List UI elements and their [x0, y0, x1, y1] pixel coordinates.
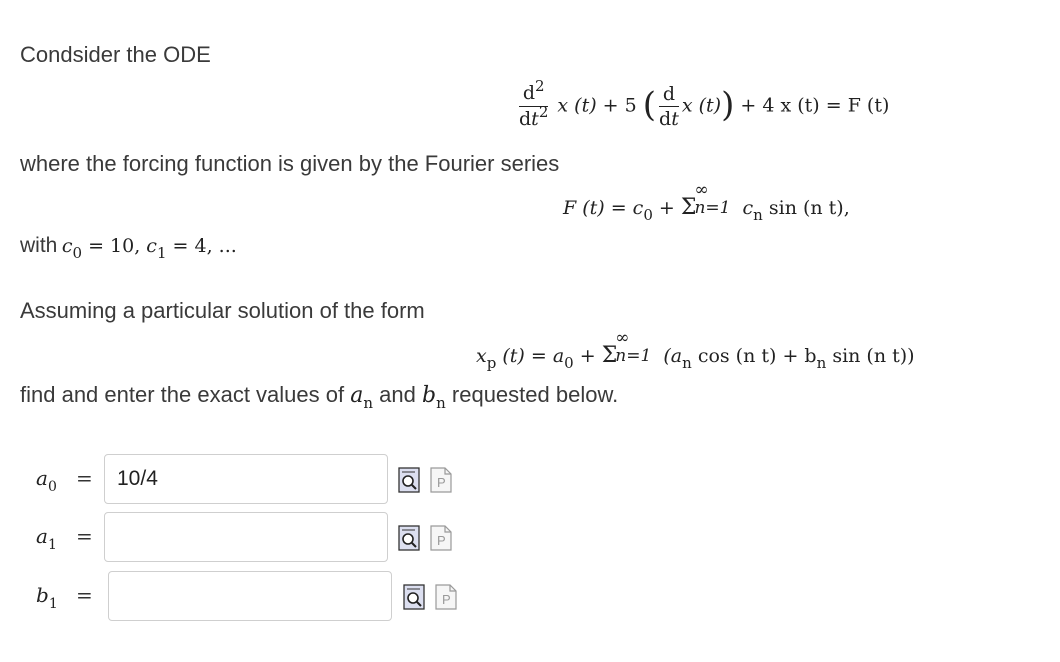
first-derivative-fraction: $\frac{d}{dt}$ [659, 83, 679, 130]
answer-row-b1 [20, 571, 500, 623]
answer-label-b1: $b_1$ [36, 583, 58, 612]
forcing-text: where the forcing function is given by the Fourier series [20, 151, 560, 176]
ode-coef-5: + 5 [602, 94, 637, 117]
answer-row-a1 [20, 512, 500, 564]
constants-line: with $c_0 = 10$, $c_1 = 4$, ... [20, 234, 237, 262]
ode-equation: $\frac{d^2}{dt^2}$ x (t) + 5 ( $\frac{d}{dt}$ x (t)) + 4 x (t) = F (t) [519, 77, 890, 130]
problem-hint-icon[interactable] [430, 525, 452, 551]
second-derivative-fraction: $\frac{d^2}{dt^2}$ [519, 77, 549, 130]
equals-sign: = [76, 466, 93, 490]
answer-input-a0[interactable] [104, 454, 388, 504]
answer-row-a0 [20, 454, 500, 506]
answer-input-b1[interactable] [108, 571, 392, 621]
ode-x-term: x (t) [557, 94, 597, 117]
answer-label-a1: $a_1$ [36, 524, 57, 553]
problem-hint-icon[interactable] [430, 467, 452, 493]
fourier-series-equation: F $(t) = c_0 + \Sigma$ ∞ n=1 $c_n$ sin (n t), [563, 180, 850, 224]
assuming-text: Assuming a particular solution of the form [20, 298, 425, 323]
answer-label-a0: $a_0$ [36, 466, 57, 495]
intro-text: Condsider the ODE [20, 42, 211, 67]
preview-equation-icon[interactable] [403, 584, 425, 610]
svg-text:P: P [437, 475, 446, 490]
particular-solution-equation: $x_p$ $(t) = a_0 + \Sigma$ ∞ n=1 ($a_n$ cos (n $t) + b_n$ sin (n t)) [476, 328, 915, 372]
ode-rhs: + 4 x (t) = F (t) [740, 94, 890, 117]
problem-hint-icon[interactable] [435, 584, 457, 610]
equals-sign: = [76, 583, 93, 607]
preview-equation-icon[interactable] [398, 467, 420, 493]
preview-equation-icon[interactable] [398, 525, 420, 551]
svg-text:P: P [442, 592, 451, 607]
answer-input-a1[interactable] [104, 512, 388, 562]
equals-sign: = [76, 524, 93, 548]
find-instructions: find and enter the exact values of $a_n$ and $b_n$ requested below. [20, 382, 619, 412]
svg-text:P: P [437, 533, 446, 548]
